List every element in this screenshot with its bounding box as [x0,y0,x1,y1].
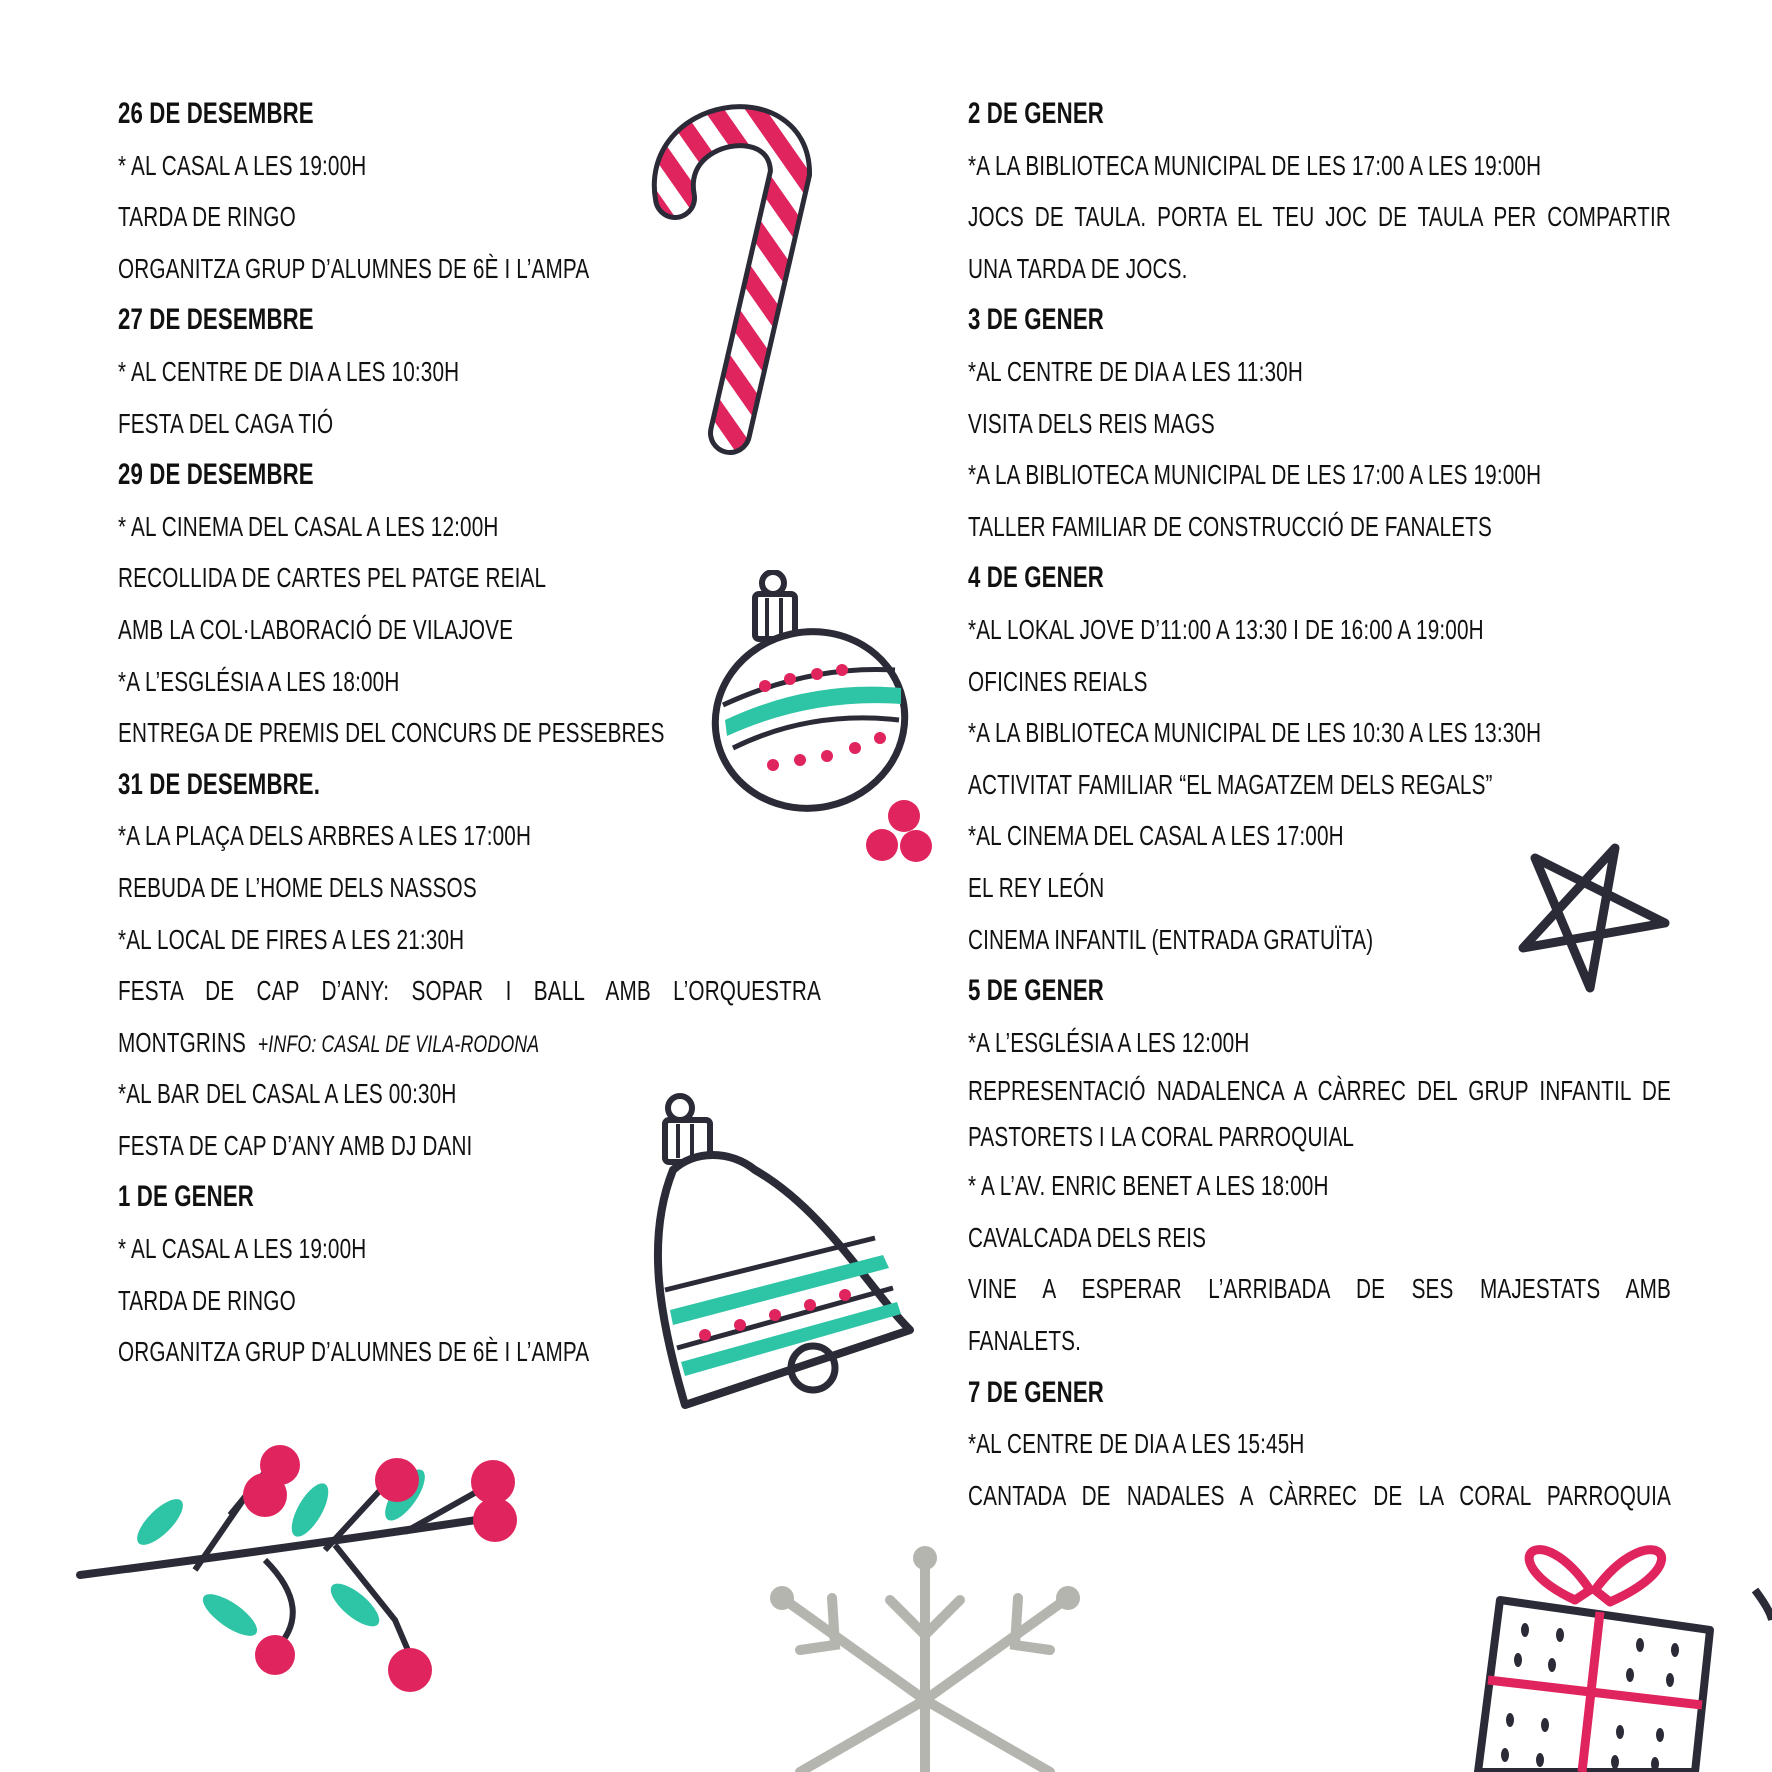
gift-box-icon [1470,1520,1772,1772]
date-heading-text: 3 DE GENER [968,303,1104,337]
event-line [968,449,1542,501]
date-heading-text: 29 DE DESEMBRE [118,458,314,492]
event-line-text: * AL CENTRE DE DIA A LES 10:30H [118,355,460,387]
event-line-text: ORGANITZA GRUP D’ALUMNES DE 6È I L’AMPA [118,1336,590,1368]
date-heading [968,294,1490,346]
date-heading [968,965,1490,1017]
event-line [968,862,1490,914]
event-line [118,1120,640,1172]
event-line-text: ORGANITZA GRUP D’ALUMNES DE 6È I L’AMPA [118,252,590,284]
event-line-text: VINE A ESPERAR L’ARRIBADA DE SES MAJESTATS AMB [968,1273,1671,1305]
event-line-text: ENTREGA DE PREMIS DEL CONCURS DE PESSEBRES [118,717,665,749]
event-line [118,914,640,966]
date-heading [968,552,1490,604]
event-line [118,862,640,914]
event-line-text: * AL CASAL A LES 19:00H [118,149,367,181]
candy-cane-icon [640,78,820,458]
info-note: +INFO: CASAL DE VILA-RODONA [257,1030,540,1058]
event-line-text: *A LA BIBLIOTECA MUNICIPAL DE LES 17:00 A LES 19:00H [968,149,1542,181]
event-line-text: VISITA DELS REIS MAGS [968,407,1215,439]
event-line [118,140,640,192]
event-line [118,965,821,1017]
event-line [968,140,1542,192]
event-line [968,1470,1671,1522]
event-line [968,656,1490,708]
event-line-text: ACTIVITAT FAMILIAR “EL MAGATZEM DELS REGALS” [968,768,1493,800]
event-line [968,1418,1490,1470]
event-line-text: * AL CASAL A LES 19:00H [118,1233,367,1265]
event-line [968,1212,1490,1264]
event-line [118,552,640,604]
event-line-text: FANALETS. [968,1325,1082,1357]
event-line-text: * A L’AV. ENRIC BENET A LES 18:00H [968,1170,1329,1202]
event-line-text: *A LA BIBLIOTECA MUNICIPAL DE LES 17:00 A LES 19:00H [968,459,1542,491]
date-heading-text: 2 DE GENER [968,97,1104,130]
event-line [118,191,640,243]
event-line-text: REPRESENTACIÓ NADALENCA A CÀRREC DEL GRUP INFANTIL DE [968,1075,1671,1107]
event-line-text: CINEMA INFANTIL (ENTRADA GRATUÏTA) [968,923,1374,955]
event-line [968,914,1490,966]
event-line [968,398,1490,450]
event-line-text: RECOLLIDA DE CARTES PEL PATGE REIAL [118,562,547,594]
date-heading [118,759,640,811]
event-line-text: CAVALCADA DELS REIS [968,1221,1207,1253]
ornament-ball-icon [705,570,915,815]
date-heading-text: 26 DE DESEMBRE [118,97,314,130]
event-line [118,1326,640,1378]
event-line [968,1263,1671,1315]
date-heading [968,1367,1490,1419]
event-line [118,501,640,553]
event-line-text: *A LA PLAÇA DELS ARBRES A LES 17:00H [118,820,532,852]
event-line-text: FESTA DEL CAGA TIÓ [118,407,334,439]
event-line [118,1223,640,1275]
event-line-text: MONTGRINS [118,1026,246,1058]
event-line [118,707,665,759]
event-line-text: AMB LA COL·LABORACIÓ DE VILAJOVE [118,613,514,645]
event-line [118,810,640,862]
event-line [118,1017,640,1069]
event-line [968,707,1542,759]
event-line [118,1275,640,1327]
snowflake-icon [760,1540,1090,1772]
event-line-text: FESTA DE CAP D’ANY: SOPAR I BALL AMB L’ORQUESTRA [118,975,821,1007]
event-line-text: *A L’ESGLÉSIA A LES 12:00H [968,1026,1250,1058]
date-heading-text: 27 DE DESEMBRE [118,303,314,337]
event-line-text: TARDA DE RINGO [118,201,296,233]
event-line-text: JOCS DE TAULA. PORTA EL TEU JOC DE TAULA PER COMPARTIR [968,201,1671,233]
event-line-text: FESTA DE CAP D’ANY AMB DJ DANI [118,1129,473,1161]
event-line [118,398,640,450]
event-line [968,810,1490,862]
date-heading [118,449,640,501]
date-heading [118,1171,640,1223]
event-line-text: *AL CENTRE DE DIA A LES 15:45H [968,1428,1305,1460]
event-line [118,1068,640,1120]
star-icon [1505,828,1675,1008]
event-line [118,346,640,398]
event-line [968,191,1671,243]
bell-ornament-icon [645,1090,925,1420]
event-line-text: PASTORETS I LA CORAL PARROQUIAL [968,1121,1355,1153]
date-heading-text: 1 DE GENER [118,1180,254,1214]
event-line-text: *AL CINEMA DEL CASAL A LES 17:00H [968,820,1344,852]
event-line [968,243,1490,295]
date-heading [968,88,1490,140]
event-line-text: *AL LOCAL DE FIRES A LES 21:30H [118,923,465,955]
event-line-text: *AL LOKAL JOVE D’11:00 A 13:30 I DE 16:00 A 19:00H [968,613,1484,645]
holly-berries-icon [862,798,937,868]
event-line [968,759,1493,811]
event-line [118,604,640,656]
event-line-text: * AL CINEMA DEL CASAL A LES 12:00H [118,510,499,542]
event-line-text: TALLER FAMILIAR DE CONSTRUCCIÓ DE FANALETS [968,510,1492,542]
event-line-text: *A LA BIBLIOTECA MUNICIPAL DE LES 10:30 A LES 13:30H [968,717,1542,749]
event-line [118,243,640,295]
event-line-text: *AL BAR DEL CASAL A LES 00:30H [118,1078,457,1110]
event-line [968,1068,1671,1114]
berry-branch-icon [75,1440,535,1740]
right-column [968,88,1673,1521]
event-line-text: CANTADA DE NADALES A CÀRREC DE LA CORAL PARROQUIA [968,1479,1671,1511]
date-heading-text: 7 DE GENER [968,1375,1104,1409]
date-heading [118,88,640,140]
event-line [968,1017,1490,1069]
event-line [968,501,1490,553]
event-line-text: TARDA DE RINGO [118,1284,296,1316]
date-heading [118,294,640,346]
event-line [968,346,1490,398]
event-line-text: EL REY LEÓN [968,871,1105,903]
date-heading-text: 31 DE DESEMBRE. [118,767,321,801]
event-line [968,604,1490,656]
date-heading-text: 5 DE GENER [968,974,1104,1008]
date-heading-text: 4 DE GENER [968,561,1104,595]
event-line [968,1160,1490,1212]
event-line [118,656,640,708]
event-line [968,1315,1490,1367]
event-line-text: *A L’ESGLÉSIA A LES 18:00H [118,665,400,697]
event-line-text: REBUDA DE L’HOME DELS NASSOS [118,871,477,903]
event-line-text: UNA TARDA DE JOCS. [968,252,1188,284]
event-line-text: OFICINES REIALS [968,665,1148,697]
event-line-text: *AL CENTRE DE DIA A LES 11:30H [968,355,1303,387]
event-line [968,1114,1490,1160]
